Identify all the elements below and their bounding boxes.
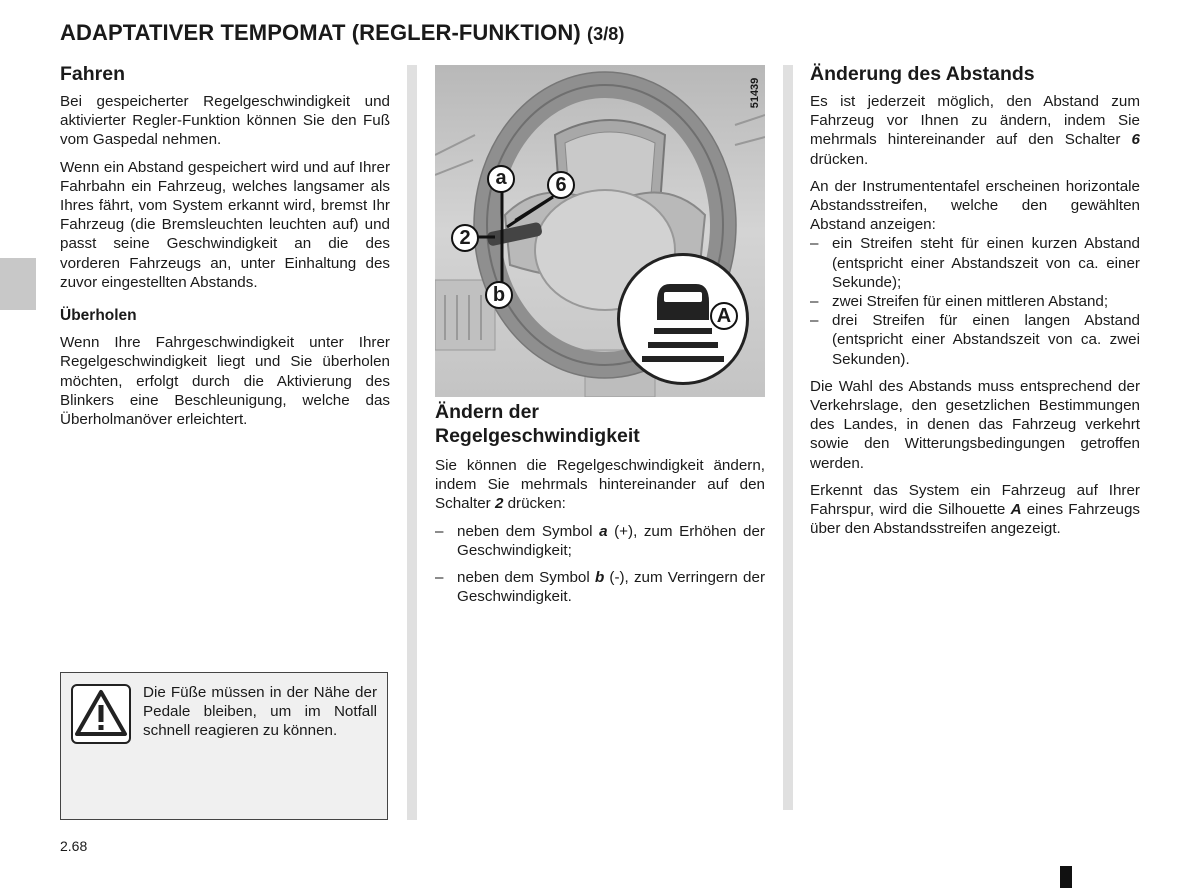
ref-symbol-b: b bbox=[594, 569, 605, 587]
ref-switch-6: 6 bbox=[1131, 131, 1140, 149]
ref-silhouette-A: A bbox=[1010, 501, 1022, 519]
list-item-text: ein Streifen steht für einen kurzen Abstand (entspricht einer Abstandszeit von ca. einer Sekunde); bbox=[832, 235, 1140, 291]
page-title bbox=[60, 20, 625, 46]
list-item bbox=[810, 292, 1140, 311]
column-divider-right bbox=[783, 65, 793, 810]
paragraph bbox=[435, 456, 765, 514]
text-run: drücken. bbox=[810, 150, 869, 168]
text-run: eines Fahrzeugs über den Abstandsstreifen angezeigt. bbox=[810, 501, 1140, 538]
list-item bbox=[435, 522, 765, 560]
paragraph: An der Instrumententafel erscheinen horizontale Abstandsstreifen, welche den gewählten Abstand anzeigen: bbox=[810, 177, 1140, 234]
list-item-text: drei Streifen für einen langen Abstand (entspricht einer Abstandszeit von ca. zwei Sekunden). bbox=[832, 312, 1140, 368]
ref-symbol-a: a bbox=[599, 522, 608, 540]
page-title-text: ADAPTATIVER TEMPOMAT (REGLER-FUNKTION) bbox=[60, 20, 581, 45]
list-item-text: zwei Streifen für einen mittleren Abstand; bbox=[832, 293, 1109, 311]
callout-A: A bbox=[710, 302, 738, 330]
paragraph: Wenn ein Abstand gespeichert wird und auf Ihrer Fahrbahn ein Fahrzeug, welches langsamer als Ihres fährt, vom System erkannt wird, bremst Ihr Fahrzeug (die Bremsleuchten leuchten auf) und passt seine Geschwindigkeit an die des vorderen Fahrzeugs an, unter Einhaltung des zuvor eingestellten Abstands. bbox=[60, 158, 390, 291]
distance-list bbox=[810, 234, 1140, 368]
list-dash: – bbox=[810, 235, 819, 253]
text-run: (+), zum Erhöhen der Geschwindigkeit; bbox=[457, 522, 765, 559]
page-title-part: (3/8) bbox=[586, 24, 625, 44]
heading-line-1: Ändern der bbox=[435, 401, 540, 423]
chapter-tab bbox=[0, 258, 36, 310]
callout-b: b bbox=[485, 281, 513, 309]
list-dash: – bbox=[810, 312, 819, 330]
page-number: 2.68 bbox=[60, 838, 88, 854]
heading-line-2: Regelgeschwindigkeit bbox=[435, 425, 640, 447]
left-column bbox=[60, 62, 390, 437]
callout-2: 2 bbox=[451, 224, 479, 252]
text-run: Sie können die Regelgeschwindigkeit ändern, indem Sie mehrmals hintereinander auf den Schalter bbox=[435, 457, 765, 513]
text-run: neben dem Symbol bbox=[457, 522, 600, 540]
column-divider-left bbox=[407, 65, 417, 820]
subheading-ueberholen: Überholen bbox=[60, 307, 137, 325]
section-heading-fahren: Fahren bbox=[60, 63, 126, 85]
list-dash: – bbox=[435, 522, 444, 540]
paragraph bbox=[810, 92, 1140, 169]
figure-ref-number: 51439 bbox=[749, 77, 761, 109]
warning-box bbox=[60, 672, 388, 820]
crop-mark bbox=[1060, 866, 1072, 888]
callout-a: a bbox=[487, 165, 515, 193]
ref-switch-2: 2 bbox=[494, 495, 504, 513]
text-run: Es ist jederzeit möglich, den Abstand zum Fahrzeug vor Ihnen zu ändern, indem Sie mehrmals hintereinander auf den Schalter bbox=[810, 93, 1140, 149]
text-run: Erkennt das System ein Fahrzeug auf Ihrer Fahrspur, wird die Silhouette bbox=[810, 481, 1140, 519]
paragraph: Die Wahl des Abstands muss entsprechend der Verkehrslage, den gesetzlichen Bestimmungen des Landes, in denen das Fahrzeug verkehrt sowie den Witterungsbedingungen getroffen werden. bbox=[810, 377, 1140, 472]
warning-triangle-icon bbox=[71, 684, 131, 744]
paragraph: Wenn Ihre Fahrgeschwindigkeit unter Ihrer Regelgeschwindigkeit liegt und Sie überholen möchten, erfolgt durch die Aktivierung des Blinkers eine Beschleunigung, welche das Überholmanöver erleichtert. bbox=[60, 334, 390, 429]
warning-text: Die Füße müssen in der Nähe der Pedale bleiben, um im Notfall schnell reagieren zu können. bbox=[143, 684, 377, 740]
list-dash: – bbox=[810, 293, 819, 311]
list-dash: – bbox=[435, 569, 444, 587]
steering-wheel-figure bbox=[435, 65, 765, 397]
paragraph: Bei gespeicherter Regelgeschwindigkeit und aktivierter Regler-Funktion können Sie den Fuß vom Gaspedal nehmen. bbox=[60, 93, 390, 149]
paragraph bbox=[810, 481, 1140, 539]
text-run: drücken: bbox=[503, 495, 566, 513]
speed-change-list bbox=[435, 522, 765, 607]
list-item bbox=[810, 234, 1140, 292]
text-run: (-), zum Verringern der Geschwindigkeit. bbox=[457, 569, 765, 606]
middle-column bbox=[435, 400, 765, 614]
list-item bbox=[435, 568, 765, 606]
section-heading-aendern bbox=[435, 400, 765, 448]
section-heading-abstand: Änderung des Abstands bbox=[810, 63, 1035, 85]
list-item bbox=[810, 311, 1140, 369]
right-column bbox=[810, 62, 1140, 546]
text-run: neben dem Symbol bbox=[457, 569, 595, 587]
callout-6: 6 bbox=[547, 171, 575, 199]
